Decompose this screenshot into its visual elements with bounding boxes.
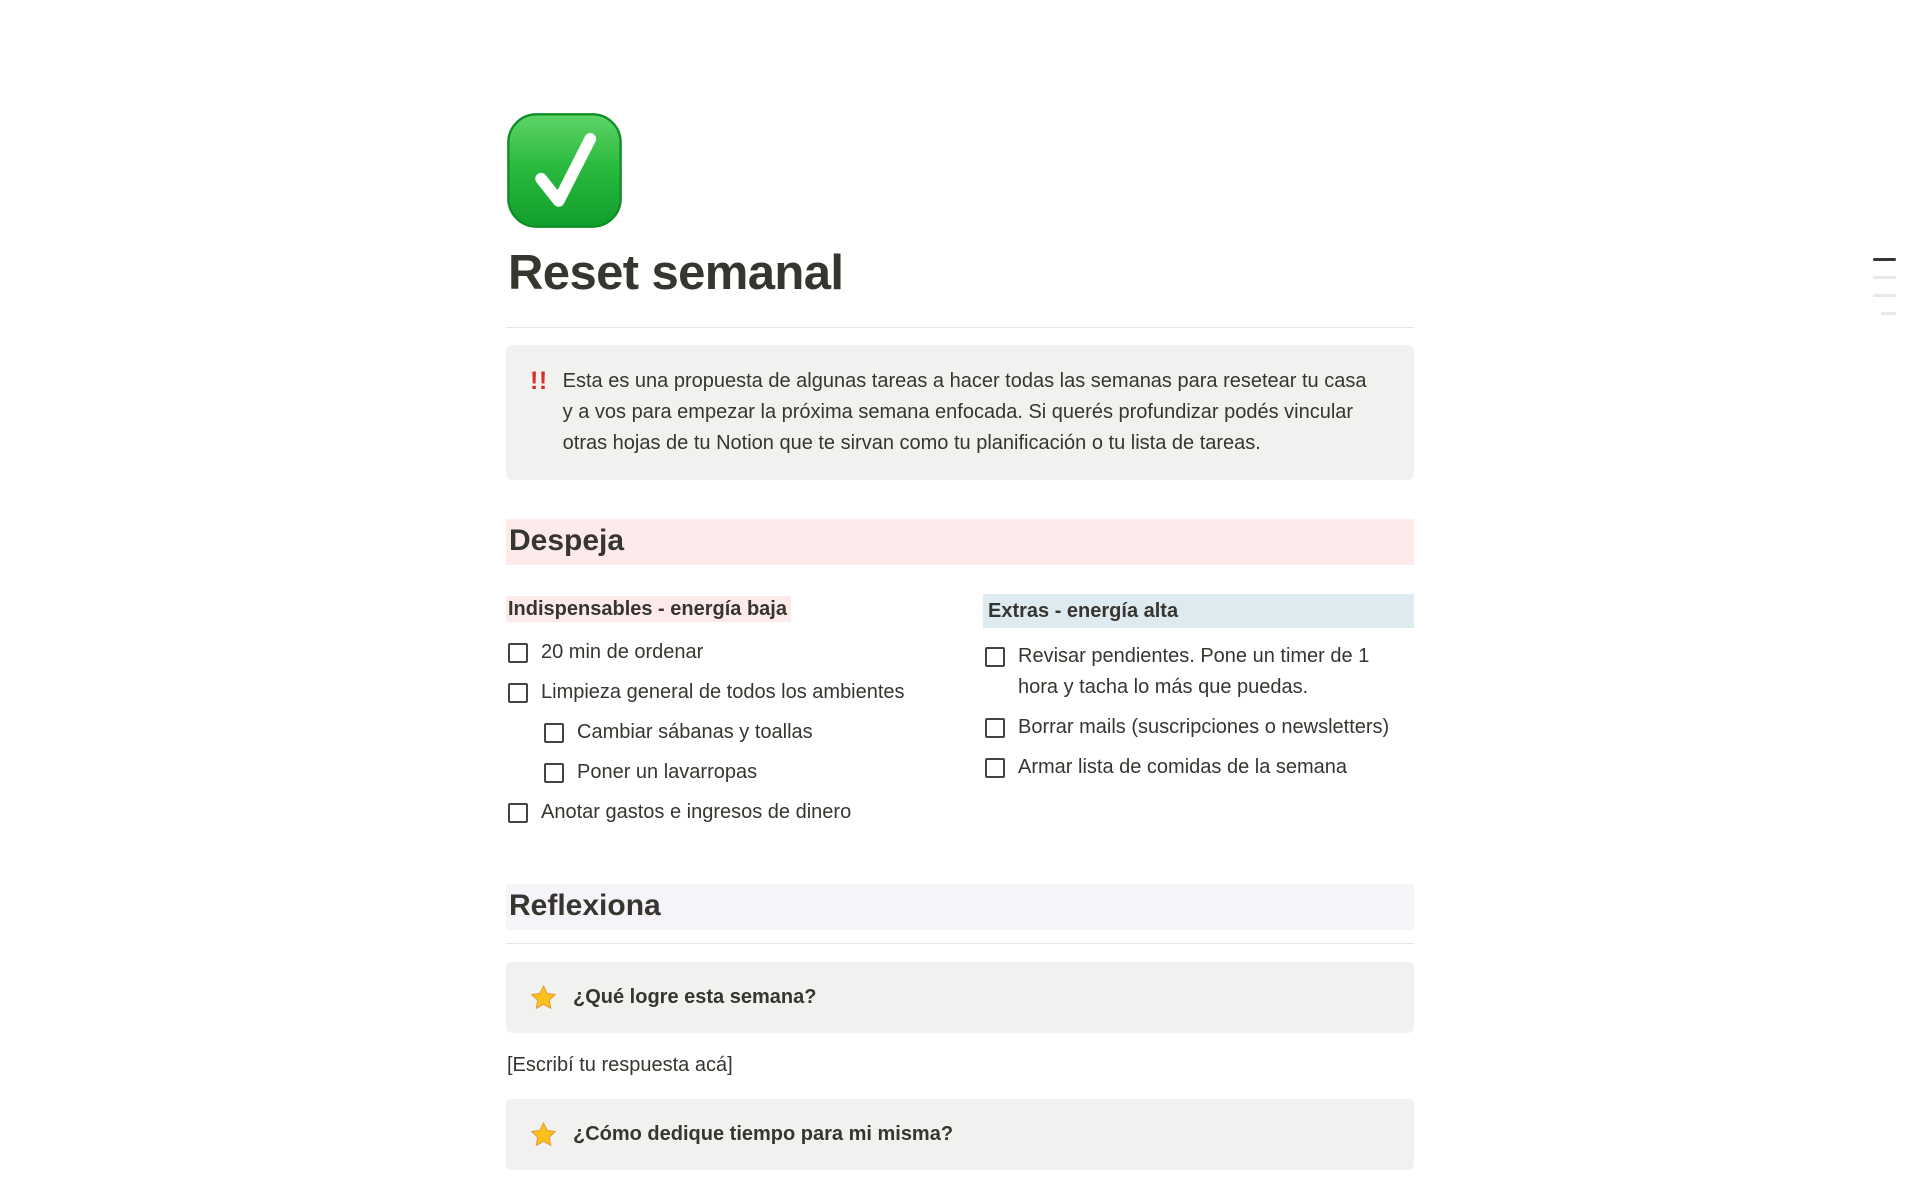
heading-reflexiona[interactable]: Reflexiona xyxy=(506,884,1414,930)
todo-label[interactable]: Anotar gastos e ingresos de dinero xyxy=(541,801,852,823)
checkbox-unchecked[interactable] xyxy=(544,723,564,743)
todo-item xyxy=(983,641,1414,703)
todo-label[interactable]: Revisar pendientes. Pone un timer de 1 hora y tacha lo más que puedas. xyxy=(1018,645,1370,698)
question-callout-2[interactable] xyxy=(506,1099,1414,1170)
question-text[interactable]: ¿Qué logre esta semana? xyxy=(573,986,817,1008)
page-title[interactable]: Reset semanal xyxy=(508,246,844,300)
heading-despeja[interactable]: Despeja xyxy=(506,519,1414,565)
right-column-header[interactable]: Extras - energía alta xyxy=(983,594,1414,628)
double-exclamation-icon: !! xyxy=(530,367,548,395)
divider xyxy=(506,943,1414,944)
todo-label[interactable]: 20 min de ordenar xyxy=(541,641,704,663)
todo-item xyxy=(506,797,937,828)
todo-label[interactable]: Armar lista de comidas de la semana xyxy=(1018,756,1348,778)
table-of-contents-indicator[interactable] xyxy=(1873,258,1896,315)
two-column-layout xyxy=(506,594,1414,837)
question-callout-1[interactable] xyxy=(506,962,1414,1033)
page-content xyxy=(506,0,1414,1170)
checkbox-unchecked[interactable] xyxy=(508,803,528,823)
todo-label[interactable]: Borrar mails (suscripciones o newsletters) xyxy=(1018,716,1390,738)
todo-item xyxy=(983,752,1414,783)
column-right xyxy=(983,594,1414,837)
star-icon xyxy=(530,984,557,1011)
toc-line[interactable] xyxy=(1881,312,1896,315)
todo-item xyxy=(542,717,937,748)
check-mark-icon xyxy=(506,112,623,229)
checkbox-unchecked[interactable] xyxy=(508,643,528,663)
left-column-header-text[interactable]: Indispensables - energía baja xyxy=(506,596,791,622)
todo-label[interactable]: Cambiar sábanas y toallas xyxy=(577,721,813,743)
checkbox-unchecked[interactable] xyxy=(985,758,1005,778)
column-left xyxy=(506,594,937,837)
todo-item xyxy=(506,677,937,708)
todo-label[interactable]: Poner un lavarropas xyxy=(577,761,758,783)
star-icon xyxy=(530,1121,557,1148)
todo-item xyxy=(983,712,1414,743)
left-column-header xyxy=(506,594,937,624)
todo-item xyxy=(542,757,937,788)
todo-label[interactable]: Limpieza general de todos los ambientes xyxy=(541,681,905,703)
checkbox-unchecked[interactable] xyxy=(544,763,564,783)
checkbox-unchecked[interactable] xyxy=(985,718,1005,738)
answer-placeholder[interactable]: [Escribí tu respuesta acá] xyxy=(507,1054,733,1076)
intro-callout-text[interactable]: Esta es una propuesta de algunas tareas a hacer todas las semanas para resetear tu casa y a vos para empezar la próxima semana enfocada. Si querés profundizar podés vincular otras hojas de tu Notion que te sirvan como tu planificación o tu lista de tareas. xyxy=(562,370,1367,454)
checkbox-unchecked[interactable] xyxy=(985,647,1005,667)
toc-line[interactable] xyxy=(1873,294,1896,297)
question-text[interactable]: ¿Cómo dedique tiempo para mi misma? xyxy=(573,1123,954,1145)
toc-line[interactable] xyxy=(1873,258,1896,261)
check-mark-emoji-page-icon[interactable] xyxy=(506,112,623,229)
todo-item xyxy=(506,637,937,668)
checkbox-unchecked[interactable] xyxy=(508,683,528,703)
intro-callout xyxy=(506,345,1414,480)
toc-line[interactable] xyxy=(1873,276,1896,279)
divider xyxy=(506,327,1414,328)
